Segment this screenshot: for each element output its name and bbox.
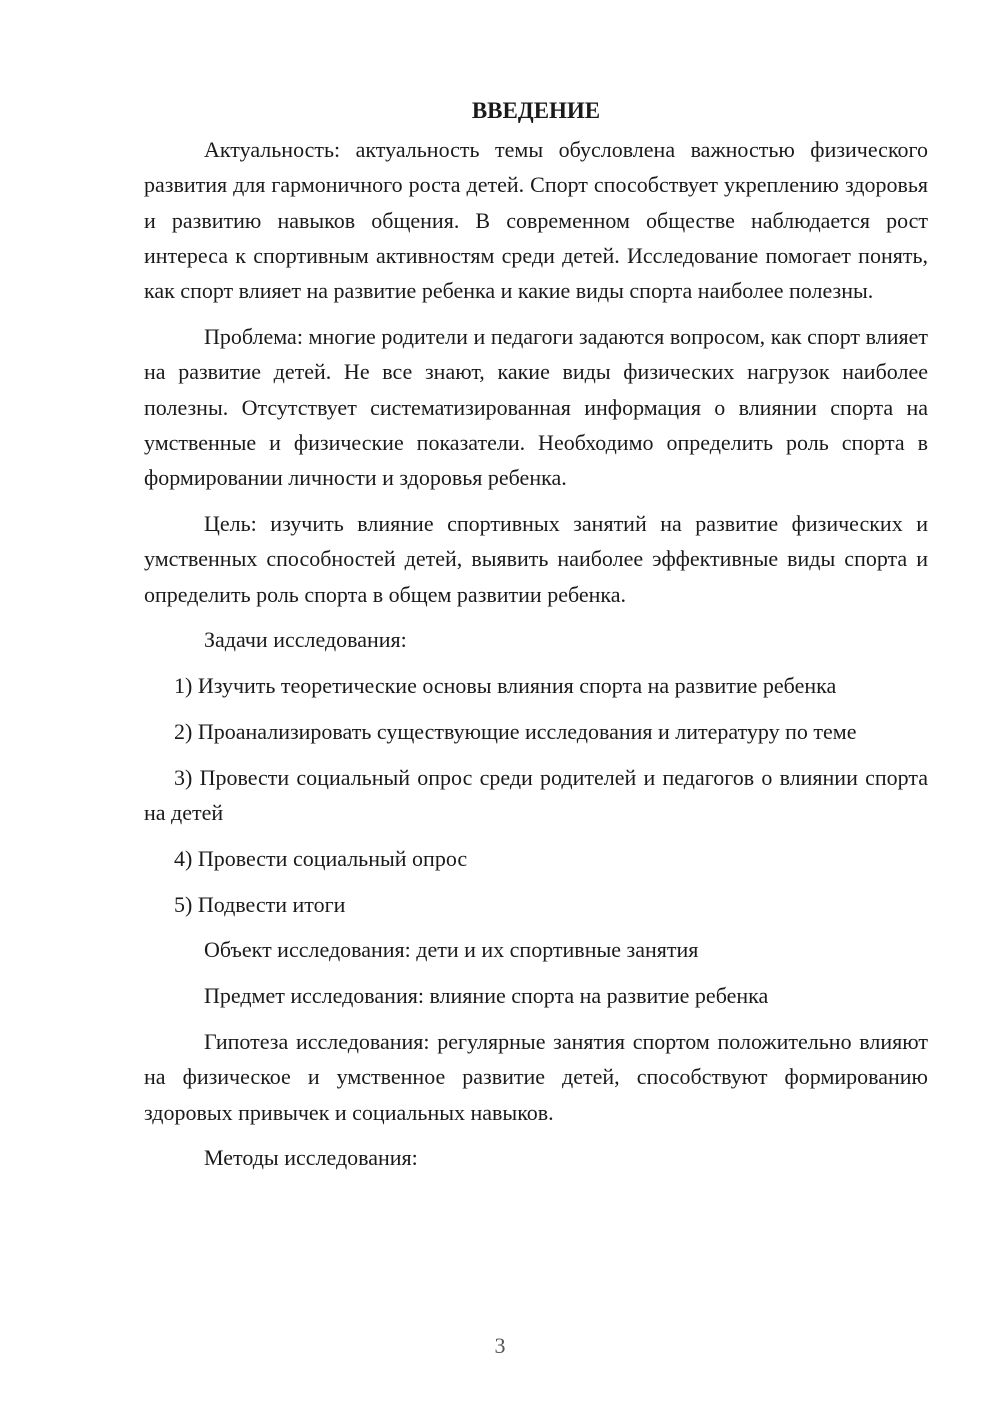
paragraph-methods: Методы исследования: [204, 1145, 418, 1171]
paragraph-object: Объект исследования: дети и их спортивные занятия [204, 937, 699, 963]
page-title: ВВЕДЕНИЕ [471, 98, 601, 123]
paragraph-subject: Предмет исследования: влияние спорта на развитие ребенка [204, 983, 769, 1009]
page-number: 3 [494, 1333, 506, 1358]
paragraph-tasks-heading: Задачи исследования: [204, 627, 407, 653]
paragraph-problem: Проблема: многие родители и педагоги задаются вопросом, как спорт влияет на развитие детей. Не все знают, какие виды физических нагрузок наиболее полезны. Отсутствует систематизированная информация о влиянии спорта на умственные и физические показатели. Необходимо определить роль спорта в формировании личности и здоровья ребенка. [144, 323, 928, 491]
paragraph-hypothesis: Гипотеза исследования: регулярные занятия спортом положительно влияют на физическое и умственное развитие детей, способствуют формированию здоровых привычек и социальных навыков. [144, 1029, 928, 1125]
task-item-1: 1) Изучить теоретические основы влияния спорта на развитие ребенка [174, 673, 837, 699]
paragraph-goal: Цель: изучить влияние спортивных занятий на развитие физических и умственных способностей детей, выявить наиболее эффективные виды спорта и определить роль спорта в общем развитии ребенка. [144, 510, 928, 607]
task-item-5: 5) Подвести итоги [174, 891, 346, 917]
paragraph-relevance: Актуальность: актуальность темы обусловлена важностью физического развития для гармоничного роста детей. Спорт способствует укреплению здоровья и развитию навыков общения. В современном обществе наблюдается рост интереса к спортивным активностям среди детей. Исследование помогает понять, как спорт влияет на развитие ребенка и какие виды спорта наиболее полезны. [144, 137, 928, 304]
task-item-2: 2) Проанализировать существующие исследования и литературу по теме [174, 718, 857, 744]
document-page [144, 96, 928, 1186]
task-item-4: 4) Провести социальный опрос [174, 845, 468, 871]
task-item-3: 3) Провести социальный опрос среди родителей и педагогов о влиянии спорта на детей [144, 764, 928, 826]
